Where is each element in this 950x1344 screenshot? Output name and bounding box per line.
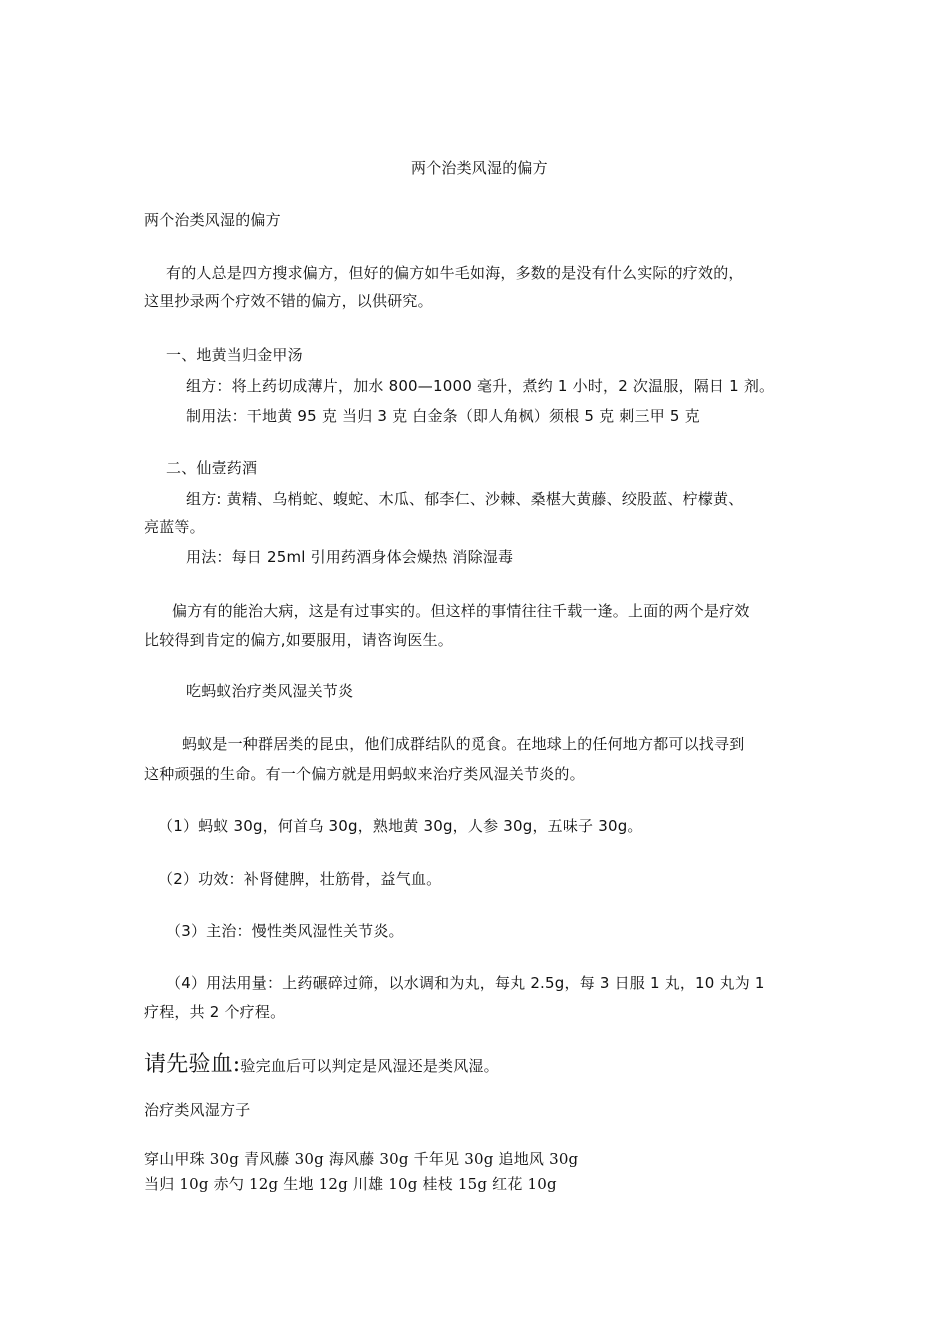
recipe1-heading: 一、地黄当归金甲汤 bbox=[166, 346, 303, 364]
ant-item-2: （2）功效：补肾健脾，壮筋骨，益气血。 bbox=[158, 870, 442, 888]
ant-desc-line-1: 蚂蚁是一种群居类的昆虫，他们成群结队的觅食。在地球上的任何地方都可以找寻到 bbox=[182, 735, 745, 753]
formula-heading: 治疗类风湿方子 bbox=[144, 1101, 251, 1119]
ant-item-1: （1）蚂蚁 30g，何首乌 30g，熟地黄 30g，人参 30g，五味子 30g。 bbox=[158, 817, 643, 835]
recipe1-line2: 制用法：干地黄 95 克 当归 3 克 白金条（即人角枫）须根 5 克 刺三甲 5 克 bbox=[186, 407, 700, 425]
ant-item-3: （3）主治：慢性类风湿性关节炎。 bbox=[166, 922, 404, 940]
note-line-1: 偏方有的能治大病，这是有过事实的。但这样的事情往往千载一逢。上面的两个是疗效 bbox=[172, 602, 750, 620]
note-line-2: 比较得到肯定的偏方,如要服用，请咨询医生。 bbox=[144, 631, 453, 649]
recipe1-line1: 组方：将上药切成薄片，加水 800—1000 毫升，煮约 1 小时，2 次温服，隔日 1 剂。 bbox=[186, 377, 775, 395]
doc-title: 两个治类风湿的偏方 bbox=[411, 159, 548, 177]
recipe2-heading: 二、仙壹药酒 bbox=[166, 459, 258, 477]
blood-test-rest: 验完血后可以判定是风湿还是类风湿。 bbox=[240, 1057, 499, 1075]
ant-heading: 吃蚂蚁治疗类风湿关节炎 bbox=[186, 682, 354, 700]
recipe2-line1: 组方: 黄精、乌梢蛇、蝮蛇、木瓜、郁李仁、沙棘、桑椹大黄藤、绞股蓝、柠檬黄、 bbox=[186, 490, 744, 508]
ant-desc-line-2: 这种顽强的生命。有一个偏方就是用蚂蚁来治疗类风湿关节炎的。 bbox=[144, 765, 585, 783]
intro-line-2: 这里抄录两个疗效不错的偏方，以供研究。 bbox=[144, 292, 433, 310]
doc-subtitle: 两个治类风湿的偏方 bbox=[144, 211, 281, 229]
blood-test-line bbox=[144, 1050, 499, 1081]
blood-test-big: 请先验血: bbox=[144, 1052, 241, 1077]
formula-line-2: 当归 10g 赤勺 12g 生地 12g 川雄 10g 桂枝 15g 红花 10g bbox=[144, 1175, 557, 1193]
intro-line-1: 有的人总是四方搜求偏方，但好的偏方如牛毛如海，多数的是没有什么实际的疗效的， bbox=[166, 264, 744, 282]
recipe2-line3: 用法：每日 25ml 引用药酒身体会燥热 消除湿毒 bbox=[186, 548, 514, 566]
ant-item-4-line-1: （4）用法用量：上药碾碎过筛，以水调和为丸，每丸 2.5g，每 3 日服 1 丸，10 丸为 1 bbox=[166, 974, 765, 992]
formula-line-1: 穿山甲珠 30g 青风藤 30g 海风藤 30g 千年见 30g 追地风 30g bbox=[144, 1150, 579, 1168]
ant-item-4-line-2: 疗程，共 2 个疗程。 bbox=[144, 1003, 286, 1021]
recipe2-line2: 亮蓝等。 bbox=[144, 518, 205, 536]
